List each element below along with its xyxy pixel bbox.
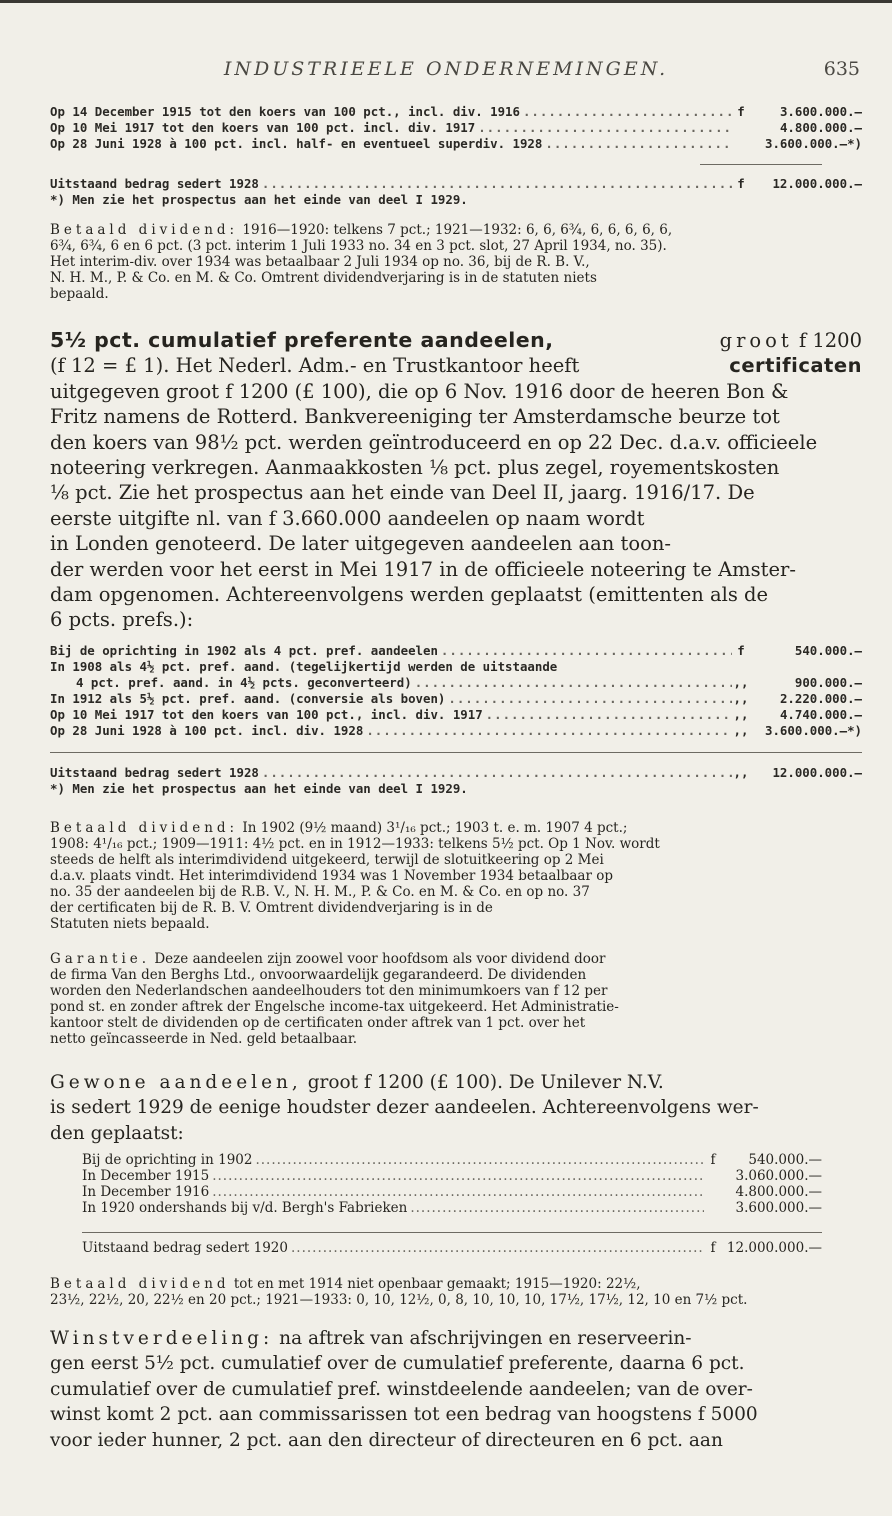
running-title: INDUSTRIEELE ONDERNEMINGEN. — [223, 58, 669, 80]
common-shares-section: Gewone aandeelen, groot f 1200 (£ 100). De Unilever N.V. is sedert 1929 de eenige houdster dezer aandeelen. Achtereenvolgens wer- den geplaatst: — [50, 1072, 759, 1144]
guarantee-paragraph: Garantie. Deze aandeelen zijn zoowel voor hoofdsom als voor dividend door de firma Van den Berghs Ltd., onvoorwaardelijk gegarandeerd. De dividenden worden den Nederlandschen aandeelhouders tot den minimumkoers van f 12 per pond st. en zonder aftrek der Engelsche income-tax uitgekeerd. Het Administratie- kantoor stelt de dividenden op de certificaten onder aftrek van 1 pct. over het netto geïncasseerde in Ned. geld betaalbaar. — [50, 951, 619, 1047]
dividend-paragraph-3: Betaald dividend tot en met 1914 niet openbaar gemaakt; 1915—1920: 22½, 23½, 22½, 20, 22½ en 20 pct.; 1921—1933: 0, 10, 12½, 0, 8, 10, 10, 10, 17½, 17½, 12, 10 en 7½ pct. — [50, 1276, 748, 1308]
total-row-2: Uitstaand bedrag sedert 1928 ..... ,, 12.000.000.— *) Men zie het prospectus aan het einde van deel I 1929. — [50, 765, 862, 797]
total-row-3: Uitstaand bedrag sedert 1920 ..... f 12.000.000.— — [82, 1240, 822, 1256]
top-border — [0, 0, 892, 3]
page-header — [0, 58, 892, 86]
list-item: In 1912 als 5½ pct. pref. aand. (conversie als boven) ..... ,, 2.220.000.— — [50, 691, 862, 707]
divider — [700, 164, 822, 165]
list-item: In December 1915 ..... 3.060.000.— — [82, 1168, 822, 1184]
dividend-paragraph-2: Betaald dividend: In 1902 (9½ maand) 3¹/₁₆ pct.; 1903 t. e. m. 1907 4 pct.; 1908: 4¹/₁₆ pct.; 1909—1911: 4½ pct. en in 1912—1933: telkens 5½ pct. Op 1 Nov. wordt steeds de helft als interimdividend uitgekeerd, terwijl de slotuitkeering op 2 Mei d.a.v. plaats vindt. Het interimdividend 1934 was 1 November 1934 betaalbaar op no. 35 der aandeelen bij de R.B. V., N. H. M., P. & Co. en M. & Co. en op no. 37 der certificaten bij de R. B. V. Omtrent dividendverjaring is in de Statuten niets bepaald. — [50, 820, 660, 932]
list-item: Bij de oprichting in 1902 als 4 pct. pref. aandeelen ..... f 540.000.— — [50, 643, 862, 659]
list-item: Op 28 Juni 1928 à 100 pct. incl. div. 1928 ..... ,, 3.600.000.—*) — [50, 723, 862, 739]
preferred-shares-section: 5½ pct. cumulatief preferente aandeelen, groot f 1200 (f 12 = £ 1). Het Nederl. Adm.- en Trustkantoor heeft certificaten uitgegeven groot f 1200 (£ 100), die op 6 Nov. 1916 door de heeren Bon & Fritz namens de Rotterd. Bankvereeniging ter Amsterdamsche beurze tot den koers van 98½ pct. werden geïntroduceerd en op 22 Dec. d.a.v. officieele noteering verkregen. Aanmaakkosten ⅛ pct. plus zegel, royementskosten ⅛ pct. Zie het prospectus aan het einde van Deel II, jaarg. 1916/17. De eerste uitgifte nl. van f 3.660.000 aandeelen op naam wordt in Londen genoteerd. De later uitgegeven aandeelen aan toon- der werden voor het eerst in Mei 1917 in de officieele noteering te Amster- dam opgenomen. Achtereenvolgens werden geplaatst (emittenten als de 6 pcts. prefs.): — [50, 328, 862, 632]
list-item: Bij de oprichting in 1902 ..... f 540.000.— — [82, 1152, 822, 1168]
list-item: In December 1916 ..... 4.800.000.— — [82, 1184, 822, 1200]
profit-distribution-section: Winstverdeeling: na aftrek van afschrijvingen en reserveerin- gen eerst 5½ pct. cumulatief over de cumulatief preferente, daarna 6 pct. cumulatief over de cumulatief pref. winstdeelende aandeelen; van de over- winst komt 2 pct. aan commissarissen tot een bedrag van hoogstens f 5000 voor ieder hunner, 2 pct. aan den directeur of directeuren en 6 pct. aan — [50, 1328, 758, 1451]
issue-list-3 — [82, 1152, 822, 1216]
dividend-paragraph-1: Betaald dividend: 1916—1920: telkens 7 pct.; 1921—1932: 6, 6, 6¾, 6, 6, 6, 6, 6, 6¾, 6¾, 6 en 6 pct. (3 pct. interim 1 Juli 1933 no. 34 en 3 pct. slot, 27 April 1934, no. 35). Het interim-div. over 1934 was betaalbaar 2 Juli 1934 op no. 36, bij de R. B. V., N. H. M., P. & Co. en M. & Co. Omtrent dividendverjaring is in de statuten niets bepaald. — [50, 222, 673, 302]
list-item: 4 pct. pref. aand. in 4½ pcts. geconverteerd) ..... ,, 900.000.— — [50, 675, 862, 691]
section-heading: Gewone aandeelen, — [50, 1072, 302, 1093]
section-heading: Winstverdeeling: — [50, 1328, 274, 1349]
footnote: *) Men zie het prospectus aan het einde van deel I 1929. — [50, 781, 468, 796]
list-item: Op 10 Mei 1917 tot den koers van 100 pct. incl. div. 1917 ..... 4.800.000.— — [50, 120, 862, 136]
list-item: Op 28 Juni 1928 à 100 pct. incl. half- en eventueel superdiv. 1928 ..... 3.600.000.—*) — [50, 136, 862, 152]
page-number: 635 — [823, 58, 860, 80]
issue-list-2 — [50, 643, 862, 739]
divider — [50, 752, 862, 753]
list-item: In 1908 als 4½ pct. pref. aand. (tegelijkertijd werden de uitstaande — [50, 659, 558, 674]
issue-list-1 — [50, 104, 862, 152]
divider — [82, 1232, 822, 1233]
list-item: Op 14 December 1915 tot den koers van 100 pct., incl. div. 1916 ..... f 3.600.000.— — [50, 104, 862, 120]
list-item: In 1920 ondershands bij v/d. Bergh's Fabrieken ..... 3.600.000.— — [82, 1200, 822, 1216]
section-heading: 5½ pct. cumulatief preferente aandeelen, — [50, 328, 554, 352]
footnote: *) Men zie het prospectus aan het einde van deel I 1929. — [50, 192, 468, 207]
total-row-1: Uitstaand bedrag sedert 1928 ..... f 12.000.000.— *) Men zie het prospectus aan het einde van deel I 1929. — [50, 176, 862, 208]
list-item: Op 10 Mei 1917 tot den koers van 100 pct., incl. div. 1917 ..... ,, 4.740.000.— — [50, 707, 862, 723]
